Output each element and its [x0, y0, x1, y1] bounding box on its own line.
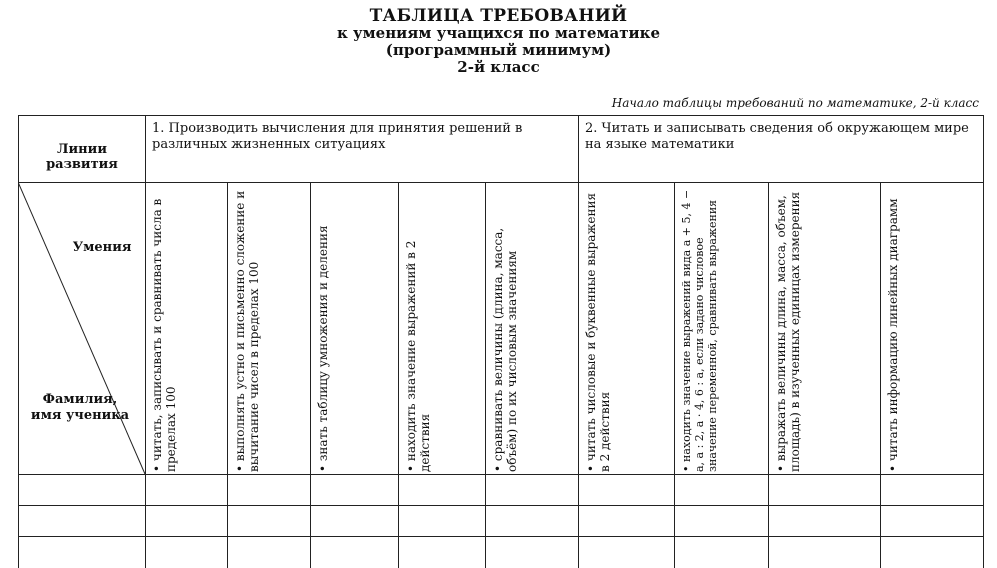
skills-row-border [18, 474, 983, 475]
skill-cell-6: • читать числовые и буквенные выражения в 2 действия [584, 192, 612, 472]
row-label-skills: Умения [72, 240, 132, 255]
group-header-1: 1. Производить вычисления для принятия решений в различных жизненных ситуациях [152, 121, 523, 152]
corner-diagonal [18, 182, 146, 475]
column-divider-7 [880, 182, 881, 568]
column-divider-6 [768, 182, 769, 568]
skill-cell-1: • читать, записывать и сравнивать числа в пределах 100 [150, 198, 178, 472]
group-header-2: 2. Читать и записывать сведения об окружающем мире на языке математики [585, 121, 969, 152]
skill-cell-9: • читать информацию линейных диаграмм [886, 198, 900, 472]
skill-cell-7: • находить значение выражений вида a + 5, 4 − a, a : 2, a · 4, 6 : a, если задано числовое значение переменной, сравнивать выражения [680, 189, 719, 472]
header-row-border [18, 182, 983, 183]
table-right-border [983, 115, 984, 568]
skill-cell-4: • находить значение выражений в 2 действия [404, 240, 432, 472]
group-divider [578, 115, 579, 568]
row-label-lines: Линии развития [46, 142, 118, 172]
subtitle-1: к умениям учащихся по математике [336, 24, 661, 42]
column-divider-2 [310, 182, 311, 568]
student-row-border-2 [18, 536, 983, 537]
skill-cell-8: • выражать величины длина, масса, объем, площадь) в изученных единицах измерения [774, 191, 802, 472]
subtitle-3: 2-й класс [457, 58, 540, 76]
row-label-name: Фамилия, имя ученика [30, 392, 130, 423]
column-divider-4 [485, 182, 486, 568]
table-caption: Начало таблицы требований по математике, 2-й класс [611, 96, 979, 110]
table-top-border [18, 115, 983, 116]
skill-cell-2: • выполнять устно и письменно сложение и вычитание чисел в пределах 100 [233, 190, 261, 472]
column-divider-3 [398, 182, 399, 568]
main-title: ТАБЛИЦА ТРЕБОВАНИЙ [369, 6, 628, 26]
skill-cell-3: • знать таблицу умножения и деления [316, 225, 330, 472]
student-row-border-1 [18, 505, 983, 506]
column-divider-1 [227, 182, 228, 568]
subtitle-2: (программный минимум) [385, 41, 612, 59]
skill-cell-5: • сравнивать величины (длина, масса, объём) по их числовым значениям [491, 227, 519, 472]
column-divider-5 [674, 182, 675, 568]
